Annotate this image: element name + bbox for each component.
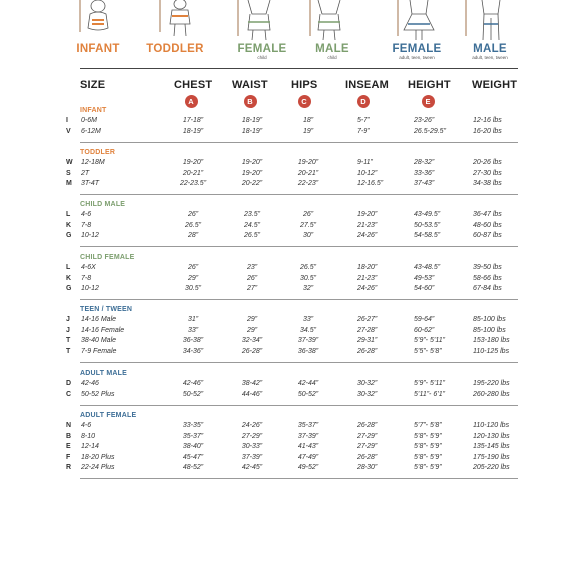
section-title: TEEN / TWEEN bbox=[80, 306, 133, 313]
row-letter: L bbox=[66, 211, 71, 218]
badge-a: A bbox=[185, 95, 198, 108]
badge-b: B bbox=[244, 95, 257, 108]
cell-inseam: 30-32” bbox=[357, 390, 378, 398]
cell-waist: 23.5” bbox=[244, 211, 260, 218]
cell-waist: 27-29” bbox=[241, 432, 263, 440]
cell-inseam: 5-7” bbox=[357, 117, 370, 124]
cell-inseam: 9-11” bbox=[357, 159, 373, 166]
cell-weight: 205-220 lbs bbox=[473, 464, 510, 471]
cell-weight: 48-60 lbs bbox=[473, 221, 502, 229]
cell-weight: 16-20 lbs bbox=[473, 127, 502, 135]
row-letter: C bbox=[66, 390, 72, 398]
cell-hips: 49-52” bbox=[297, 464, 319, 471]
cell-height: 26.5-29.5” bbox=[414, 127, 446, 135]
cell-height: 5’5”- 5’8” bbox=[414, 347, 442, 355]
cell-inseam: 10-12” bbox=[357, 169, 378, 177]
child-female-figure-icon bbox=[248, 0, 270, 40]
cell-height: 50-53.5” bbox=[414, 221, 441, 229]
cell-waist: 20-22” bbox=[241, 180, 263, 187]
cell-weight: 39-50 lbs bbox=[473, 264, 502, 271]
cell-inseam: 27-28” bbox=[357, 326, 378, 334]
cell-size: 22-24 Plus bbox=[81, 464, 115, 471]
cell-chest: 42-46” bbox=[182, 380, 204, 387]
row-letter: W bbox=[66, 159, 73, 166]
cell-waist: 42-45” bbox=[241, 464, 263, 471]
cell-hips: 34.5” bbox=[300, 326, 316, 334]
cell-hips: 22-23” bbox=[297, 180, 319, 187]
cell-chest: 31” bbox=[187, 316, 199, 323]
cell-hips: 32” bbox=[302, 285, 314, 292]
cell-height: 33-36” bbox=[414, 169, 435, 177]
row-letter: N bbox=[66, 422, 72, 429]
cell-chest: 33-35” bbox=[182, 422, 204, 429]
cell-height: 60-62” bbox=[414, 326, 435, 334]
cell-inseam: 7-9” bbox=[357, 127, 370, 135]
section-title: TODDLER bbox=[80, 149, 116, 156]
cell-inseam: 19-20” bbox=[357, 211, 378, 218]
cell-hips: 36-38” bbox=[297, 347, 319, 355]
section-divider bbox=[80, 362, 518, 363]
cell-weight: 120-130 lbs bbox=[473, 432, 510, 440]
cell-weight: 12-16 lbs bbox=[473, 117, 502, 124]
cell-height: 5’8”- 5’9” bbox=[414, 432, 442, 440]
section-divider bbox=[80, 194, 518, 195]
cell-size: 6-12M bbox=[81, 127, 101, 135]
cell-waist: 38-42” bbox=[241, 380, 263, 387]
cell-size: 18-20 Plus bbox=[81, 453, 115, 461]
cell-size: 12-18M bbox=[81, 159, 105, 166]
adult-female-figure-icon bbox=[404, 0, 434, 40]
row-letter: G bbox=[66, 232, 72, 239]
cell-size: 10-12 bbox=[81, 232, 99, 239]
cell-weight: 27-30 lbs bbox=[473, 169, 502, 177]
cell-hips: 37-39” bbox=[297, 337, 319, 344]
column-header-height: HEIGHT bbox=[408, 79, 451, 91]
column-header-weight: WEIGHT bbox=[472, 79, 518, 91]
row-letter: G bbox=[66, 285, 72, 292]
cell-weight: 85-100 lbs bbox=[473, 316, 506, 323]
cell-chest: 18-19” bbox=[182, 127, 204, 135]
cell-height: 54-60” bbox=[414, 285, 435, 292]
cell-waist: 19-20” bbox=[241, 169, 263, 177]
cell-inseam: 30-32” bbox=[357, 380, 378, 387]
adult-male-figure-icon bbox=[482, 0, 500, 40]
cell-height: 43-49.5” bbox=[414, 211, 441, 218]
cell-waist: 19-20” bbox=[241, 159, 263, 166]
cell-size: 7-8 bbox=[81, 274, 92, 282]
section-divider bbox=[80, 246, 518, 247]
category-label-0: INFANT bbox=[76, 43, 120, 55]
cell-height: 37-43” bbox=[414, 180, 435, 187]
category-sublabel-2: child bbox=[257, 55, 267, 60]
cell-height: 54-58.5” bbox=[414, 232, 441, 239]
cell-waist: 32-34” bbox=[241, 337, 263, 344]
cell-size: 0-6M bbox=[81, 117, 97, 124]
category-sublabel-4: adult, teen, tween bbox=[399, 55, 435, 60]
row-letter: S bbox=[66, 169, 71, 177]
cell-weight: 153-180 lbs bbox=[473, 337, 510, 344]
column-header-waist: WAIST bbox=[232, 79, 268, 91]
cell-size: 14-16 Male bbox=[81, 316, 117, 323]
row-letter: T bbox=[66, 347, 71, 355]
cell-height: 5’9”- 5’11” bbox=[414, 380, 445, 387]
cell-size: 4-6 bbox=[81, 422, 92, 429]
cell-height: 59-64” bbox=[414, 316, 435, 323]
cell-waist: 44-46” bbox=[241, 390, 263, 398]
section-divider bbox=[80, 299, 518, 300]
child-male-figure-icon bbox=[318, 0, 340, 40]
category-sublabel-3: child bbox=[327, 55, 337, 60]
cell-hips: 41-43” bbox=[297, 443, 319, 450]
section-divider bbox=[80, 478, 518, 479]
section-title: ADULT MALE bbox=[80, 370, 127, 377]
badge-d: D bbox=[357, 95, 370, 108]
cell-waist: 26-28” bbox=[241, 347, 263, 355]
cell-inseam: 21-23” bbox=[357, 274, 378, 282]
cell-hips: 30” bbox=[302, 232, 314, 239]
cell-waist: 27” bbox=[246, 285, 258, 292]
cell-waist: 29” bbox=[246, 326, 258, 334]
cell-size: 8-10 bbox=[81, 432, 96, 440]
cell-inseam: 24-26” bbox=[357, 285, 378, 292]
cell-waist: 18-19” bbox=[241, 127, 263, 135]
cell-hips: 27.5” bbox=[300, 221, 316, 229]
cell-height: 5’8”- 5’9” bbox=[414, 453, 442, 461]
row-letter: K bbox=[66, 221, 72, 229]
cell-chest: 33” bbox=[187, 326, 199, 334]
cell-size: 7-8 bbox=[81, 221, 92, 229]
cell-size: 38-40 Male bbox=[81, 337, 117, 344]
cell-chest: 28” bbox=[187, 232, 199, 239]
cell-chest: 26” bbox=[187, 211, 199, 218]
row-letter: R bbox=[66, 464, 72, 471]
cell-chest: 36-38” bbox=[182, 337, 204, 344]
category-label-2: FEMALE bbox=[237, 43, 287, 55]
category-label-1: TODDLER bbox=[146, 43, 204, 55]
category-label-3: MALE bbox=[315, 43, 349, 55]
section-title: ADULT FEMALE bbox=[80, 412, 137, 419]
cell-inseam: 26-27” bbox=[357, 316, 378, 323]
section-divider bbox=[80, 142, 518, 143]
cell-chest: 29” bbox=[187, 274, 199, 282]
cell-size: 2T bbox=[81, 169, 90, 177]
cell-waist: 30-33” bbox=[241, 443, 263, 450]
cell-size: 3T-4T bbox=[81, 180, 100, 187]
row-letter: D bbox=[66, 380, 72, 387]
cell-hips: 37-39” bbox=[297, 432, 319, 440]
cell-weight: 36-47 lbs bbox=[473, 211, 502, 218]
figure-illustrations bbox=[0, 0, 580, 40]
cell-size: 4-6X bbox=[81, 264, 96, 271]
cell-hips: 20-21” bbox=[297, 169, 319, 177]
row-letter: E bbox=[66, 443, 71, 450]
cell-height: 5’8”- 5’9” bbox=[414, 443, 442, 450]
row-letter: T bbox=[66, 337, 71, 344]
badge-e: E bbox=[422, 95, 435, 108]
cell-height: 5’11”- 6’1” bbox=[414, 390, 445, 398]
cell-hips: 35-37” bbox=[297, 422, 319, 429]
category-label-5: MALE bbox=[473, 43, 507, 55]
toddler-figure-icon bbox=[170, 0, 190, 36]
cell-height: 23-26” bbox=[414, 117, 435, 124]
cell-chest: 26” bbox=[187, 264, 199, 271]
cell-size: 42-46 bbox=[81, 380, 99, 387]
column-header-hips: HIPS bbox=[291, 79, 318, 91]
cell-weight: 260-280 lbs bbox=[473, 390, 510, 398]
cell-inseam: 26-28” bbox=[357, 422, 378, 429]
row-letter: M bbox=[66, 180, 72, 187]
cell-chest: 45-47” bbox=[182, 453, 204, 461]
cell-chest: 30.5” bbox=[185, 285, 201, 292]
row-letter: L bbox=[66, 264, 71, 271]
cell-weight: 195-220 lbs bbox=[473, 380, 510, 387]
cell-hips: 30.5” bbox=[300, 274, 316, 282]
cell-height: 49-53” bbox=[414, 274, 435, 282]
row-letter: B bbox=[66, 432, 72, 440]
cell-chest: 34-36” bbox=[182, 347, 204, 355]
cell-waist: 24.5” bbox=[244, 221, 260, 229]
cell-inseam: 26-28” bbox=[357, 453, 378, 461]
cell-weight: 58-66 lbs bbox=[473, 274, 502, 282]
cell-waist: 37-39” bbox=[241, 453, 263, 461]
cell-chest: 38-40” bbox=[182, 443, 204, 450]
infant-figure-icon bbox=[88, 0, 108, 30]
cell-chest: 19-20” bbox=[182, 159, 204, 166]
cell-size: 10-12 bbox=[81, 285, 99, 292]
cell-waist: 26” bbox=[246, 274, 258, 282]
cell-inseam: 18-20” bbox=[357, 264, 378, 271]
row-letter: J bbox=[66, 326, 70, 334]
cell-size: 7-9 Female bbox=[81, 347, 117, 355]
cell-chest: 20-21” bbox=[182, 169, 204, 177]
cell-waist: 18-19” bbox=[241, 117, 263, 124]
cell-hips: 19” bbox=[302, 127, 314, 135]
category-sublabel-5: adult, teen, tween bbox=[472, 55, 508, 60]
cell-weight: 34-38 lbs bbox=[473, 180, 502, 187]
cell-inseam: 27-29” bbox=[357, 443, 378, 450]
section-title: INFANT bbox=[80, 107, 107, 114]
cell-weight: 67-84 lbs bbox=[473, 285, 502, 292]
cell-size: 12-14 bbox=[81, 443, 99, 450]
column-header-size: SIZE bbox=[80, 79, 106, 91]
column-header-chest: CHEST bbox=[174, 79, 213, 91]
cell-waist: 26.5” bbox=[244, 232, 260, 239]
cell-hips: 47-49” bbox=[297, 453, 319, 461]
cell-hips: 50-52” bbox=[297, 390, 319, 398]
cell-weight: 110-120 lbs bbox=[473, 422, 510, 429]
cell-inseam: 29-31” bbox=[357, 337, 378, 344]
column-header-inseam: INSEAM bbox=[345, 79, 389, 91]
cell-hips: 26” bbox=[302, 211, 314, 218]
category-label-4: FEMALE bbox=[392, 43, 442, 55]
cell-hips: 33” bbox=[302, 316, 314, 323]
cell-height: 5’9”- 5’11” bbox=[414, 337, 445, 344]
header-divider bbox=[80, 68, 518, 69]
cell-weight: 20-26 lbs bbox=[473, 159, 502, 166]
cell-weight: 175-190 lbs bbox=[473, 453, 510, 461]
badge-c: C bbox=[298, 95, 311, 108]
cell-hips: 26.5” bbox=[300, 264, 316, 271]
cell-inseam: 28-30” bbox=[357, 464, 378, 471]
cell-inseam: 21-23” bbox=[357, 221, 378, 229]
cell-chest: 26.5” bbox=[185, 221, 201, 229]
row-letter: F bbox=[66, 453, 71, 461]
cell-hips: 42-44” bbox=[297, 380, 319, 387]
cell-chest: 35-37” bbox=[182, 432, 204, 440]
cell-inseam: 27-29” bbox=[357, 432, 378, 440]
section-title: CHILD FEMALE bbox=[80, 254, 135, 261]
cell-chest: 22-23.5” bbox=[179, 180, 207, 187]
section-divider bbox=[80, 405, 518, 406]
cell-hips: 18” bbox=[302, 117, 314, 124]
cell-hips: 19-20” bbox=[297, 159, 319, 166]
cell-chest: 50-52” bbox=[182, 390, 204, 398]
cell-weight: 60-87 lbs bbox=[473, 232, 502, 239]
cell-chest: 48-52” bbox=[182, 464, 204, 471]
section-title: CHILD MALE bbox=[80, 201, 126, 208]
cell-inseam: 12-16.5” bbox=[357, 180, 384, 187]
cell-size: 14-16 Female bbox=[81, 326, 125, 334]
cell-inseam: 24-26” bbox=[357, 232, 378, 239]
cell-size: 50-52 Plus bbox=[81, 390, 115, 398]
cell-waist: 23” bbox=[246, 264, 258, 271]
cell-size: 4-6 bbox=[81, 211, 92, 218]
cell-height: 5’7”- 5’8” bbox=[414, 422, 442, 429]
cell-inseam: 26-28” bbox=[357, 347, 378, 355]
cell-weight: 85-100 lbs bbox=[473, 326, 506, 334]
row-letter: K bbox=[66, 274, 72, 282]
cell-waist: 29” bbox=[246, 316, 258, 323]
cell-height: 28-32” bbox=[414, 159, 435, 166]
cell-height: 5’8”- 5’9” bbox=[414, 464, 442, 471]
cell-weight: 110-125 lbs bbox=[473, 347, 510, 355]
cell-chest: 17-18” bbox=[182, 117, 204, 124]
cell-waist: 24-26” bbox=[241, 422, 263, 429]
cell-height: 43-48.5” bbox=[414, 264, 441, 271]
row-letter: V bbox=[66, 127, 71, 135]
row-letter: I bbox=[66, 117, 68, 124]
row-letter: J bbox=[66, 316, 70, 323]
cell-weight: 135-145 lbs bbox=[473, 443, 510, 450]
